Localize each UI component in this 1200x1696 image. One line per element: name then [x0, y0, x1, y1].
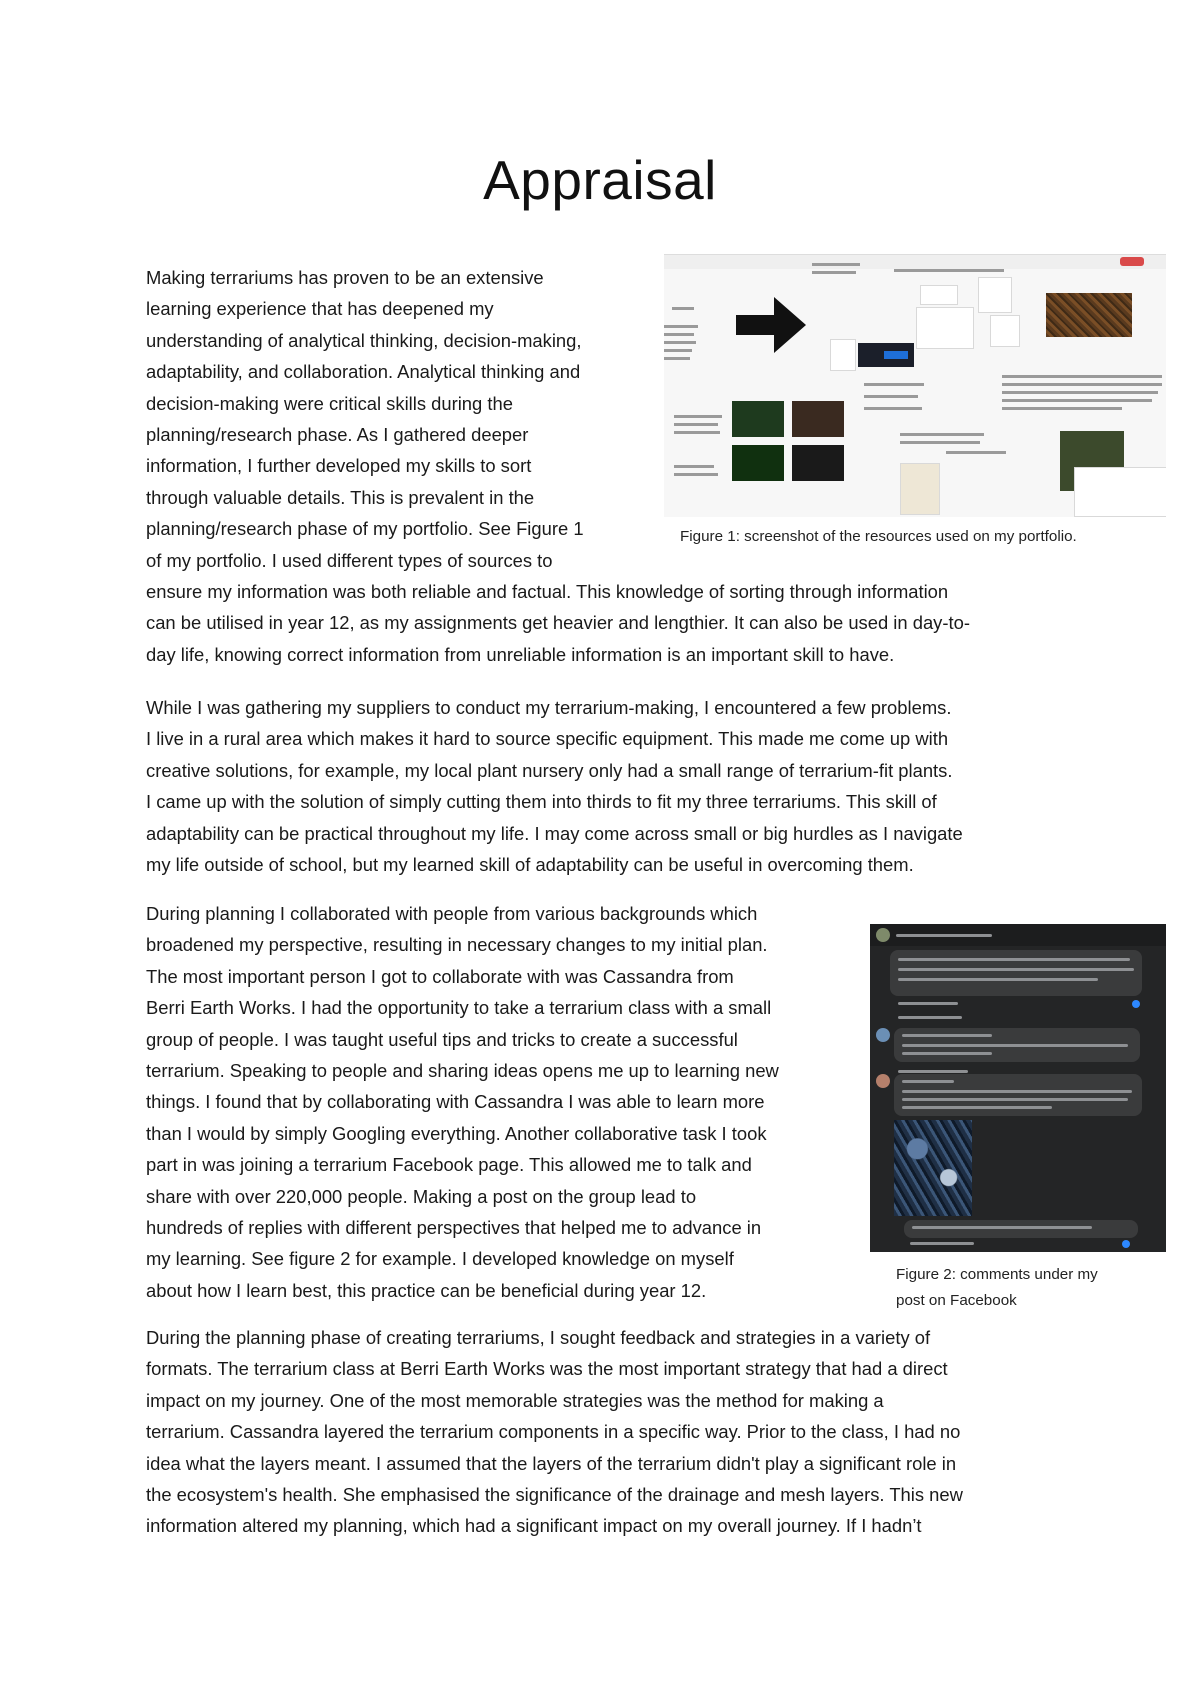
text-line: share with over 220,000 people. Making a post on the group lead to	[146, 1185, 697, 1207]
screenshot-text	[910, 1242, 974, 1245]
screenshot-notebook-photo	[900, 463, 940, 515]
text-line: my learning. See figure 2 for example. I developed knowledge on myself	[146, 1248, 734, 1270]
screenshot-card	[978, 277, 1012, 313]
text-line: information, I further developed my skills to sort	[146, 455, 532, 477]
screenshot-video-thumb	[792, 401, 844, 437]
paragraph-collaboration	[146, 898, 779, 1306]
text-line: things. I found that by collaborating with Cassandra I was able to learn more	[146, 1091, 765, 1113]
text-line: broadened my perspective, resulting in necessary changes to my initial plan.	[146, 934, 768, 956]
screenshot-text	[664, 325, 698, 328]
screenshot-text	[1002, 375, 1162, 378]
screenshot-text	[664, 357, 690, 360]
text-line: group of people. I was taught useful tips and tricks to create a successful	[146, 1028, 738, 1050]
comment-photo	[894, 1120, 972, 1216]
figure-1-caption: Figure 1: screenshot of the resources used on my portfolio.	[680, 528, 1077, 545]
arrow-icon	[736, 293, 808, 357]
text-line: impact on my journey. One of the most memorable strategies was the method for making a	[146, 1389, 884, 1411]
screenshot-video-thumb	[732, 445, 784, 481]
paragraph-adaptability	[146, 692, 963, 880]
screenshot-text	[912, 1226, 1092, 1229]
screenshot-share-button	[1120, 257, 1144, 266]
text-line: information altered my planning, which had a significant impact on my overall journey. If I hadn’t	[146, 1515, 922, 1537]
text-line: can be utilised in year 12, as my assignments get heavier and lengthier. It can also be used in day-to-	[146, 612, 970, 634]
like-icon	[1132, 1000, 1140, 1008]
screenshot-text	[664, 341, 696, 344]
text-line: terrarium. Speaking to people and sharing ideas opens me up to learning new	[146, 1060, 779, 1082]
screenshot-text	[902, 1106, 1052, 1109]
screenshot-text	[898, 958, 1130, 961]
screenshot-text	[902, 1080, 954, 1083]
screenshot-text	[1002, 383, 1162, 386]
screenshot-text	[902, 1044, 1128, 1047]
comment-bubble	[890, 950, 1142, 996]
text-line: than I would by simply Googling everything. Another collaborative task I took	[146, 1122, 767, 1144]
text-line: learning experience that has deepened my	[146, 298, 494, 320]
text-line: ensure my information was both reliable and factual. This knowledge of sorting through information	[146, 581, 949, 603]
screenshot-card	[830, 339, 856, 371]
figure-2-facebook-comments-screenshot	[870, 924, 1166, 1252]
text-line: hundreds of replies with different perspectives that helped me to advance in	[146, 1217, 762, 1239]
avatar	[876, 1028, 890, 1042]
paragraph-feedback-strategies	[146, 1322, 963, 1542]
avatar	[876, 928, 890, 942]
screenshot-card	[916, 307, 974, 349]
screenshot-text	[1002, 399, 1152, 402]
screenshot-text	[902, 1098, 1128, 1101]
screenshot-text	[674, 465, 714, 468]
screenshot-text	[674, 415, 722, 418]
text-line: adaptability, and collaboration. Analytical thinking and	[146, 361, 581, 383]
screenshot-text	[1002, 407, 1122, 410]
screenshot-text	[894, 269, 1004, 272]
text-line: of my portfolio. I used different types of sources to	[146, 549, 553, 571]
text-line: Making terrariums has proven to be an extensive	[146, 267, 544, 288]
text-line: my life outside of school, but my learned skill of adaptability can be useful in overcoming them.	[146, 854, 914, 876]
text-line: about how I learn best, this practice can be beneficial during year 12.	[146, 1279, 707, 1301]
figure-1-portfolio-screenshot	[664, 254, 1166, 517]
screenshot-text	[1002, 391, 1158, 394]
text-line: terrarium. Cassandra layered the terrarium components in a specific way. Prior to the class, I had no	[146, 1421, 961, 1443]
screenshot-text	[672, 307, 694, 310]
screenshot-text	[900, 433, 984, 436]
text-line: During planning I collaborated with people from various backgrounds which	[146, 903, 758, 924]
screenshot-text	[946, 451, 1006, 454]
screenshot-video-thumb	[792, 445, 844, 481]
text-line: day life, knowing correct information from unreliable information is an important skill to have.	[146, 643, 895, 665]
screenshot-text	[898, 978, 1098, 981]
screenshot-card	[920, 285, 958, 305]
text-line: planning/research phase of my portfolio. See Figure 1	[146, 518, 584, 540]
screenshot-blue-block	[884, 351, 908, 359]
screenshot-text	[898, 1016, 962, 1019]
text-line: decision-making were critical skills during the	[146, 392, 513, 414]
screenshot-text	[902, 1034, 992, 1037]
screenshot-text	[896, 934, 992, 937]
screenshot-text	[664, 333, 694, 336]
figure-2-caption-line: Figure 2: comments under my	[896, 1266, 1098, 1283]
text-line: During the planning phase of creating terrariums, I sought feedback and strategies in a variety of	[146, 1327, 931, 1348]
text-line: I live in a rural area which makes it hard to source specific equipment. This made me come up with	[146, 728, 949, 750]
comment-bubble	[904, 1220, 1138, 1238]
screenshot-text	[864, 383, 924, 386]
screenshot-text	[664, 349, 692, 352]
text-line: The most important person I got to collaborate with was Cassandra from	[146, 965, 734, 987]
figure-2-caption-line: post on Facebook	[896, 1292, 1017, 1309]
screenshot-toolbar	[664, 255, 1166, 269]
screenshot-text	[900, 441, 980, 444]
screenshot-video-thumb	[732, 401, 784, 437]
screenshot-text	[812, 263, 860, 266]
text-line: understanding of analytical thinking, decision-making,	[146, 329, 582, 351]
screenshot-text	[898, 968, 1134, 971]
text-line: creative solutions, for example, my local plant nursery only had a small range of terrarium-fit plants.	[146, 759, 953, 781]
text-line: through valuable details. This is prevalent in the	[146, 486, 535, 508]
text-line: part in was joining a terrarium Facebook page. This allowed me to talk and	[146, 1154, 752, 1176]
screenshot-card	[990, 315, 1020, 347]
screenshot-text	[902, 1090, 1132, 1093]
screenshot-text	[674, 431, 720, 434]
screenshot-text	[898, 1002, 958, 1005]
screenshot-soil-photo	[1046, 293, 1132, 337]
text-line: idea what the layers meant. I assumed that the layers of the terrarium didn't play a significant role in	[146, 1452, 957, 1474]
text-line: formats. The terrarium class at Berri Earth Works was the most important strategy that had a direct	[146, 1358, 948, 1380]
text-line: Berri Earth Works. I had the opportunity to take a terrarium class with a small	[146, 997, 772, 1019]
screenshot-text	[674, 423, 718, 426]
text-line: the ecosystem's health. She emphasised the significance of the drainage and mesh layers. This new	[146, 1484, 963, 1506]
screenshot-text	[902, 1052, 992, 1055]
text-line: While I was gathering my suppliers to conduct my terrarium-making, I encountered a few problems.	[146, 697, 952, 718]
text-line: planning/research phase. As I gathered deeper	[146, 424, 529, 446]
text-line: adaptability can be practical throughout my life. I may come across small or big hurdles as I navigate	[146, 822, 963, 844]
screenshot-text	[864, 407, 922, 410]
screenshot-text	[864, 395, 918, 398]
screenshot-card	[1074, 467, 1166, 517]
document-title: Appraisal	[483, 149, 717, 211]
screenshot-text	[898, 1070, 968, 1073]
avatar	[876, 1074, 890, 1088]
screenshot-text	[812, 271, 856, 274]
text-line: I came up with the solution of simply cutting them into thirds to fit my three terrariums. This skill of	[146, 791, 937, 813]
screenshot-text	[674, 473, 718, 476]
like-icon	[1122, 1240, 1130, 1248]
